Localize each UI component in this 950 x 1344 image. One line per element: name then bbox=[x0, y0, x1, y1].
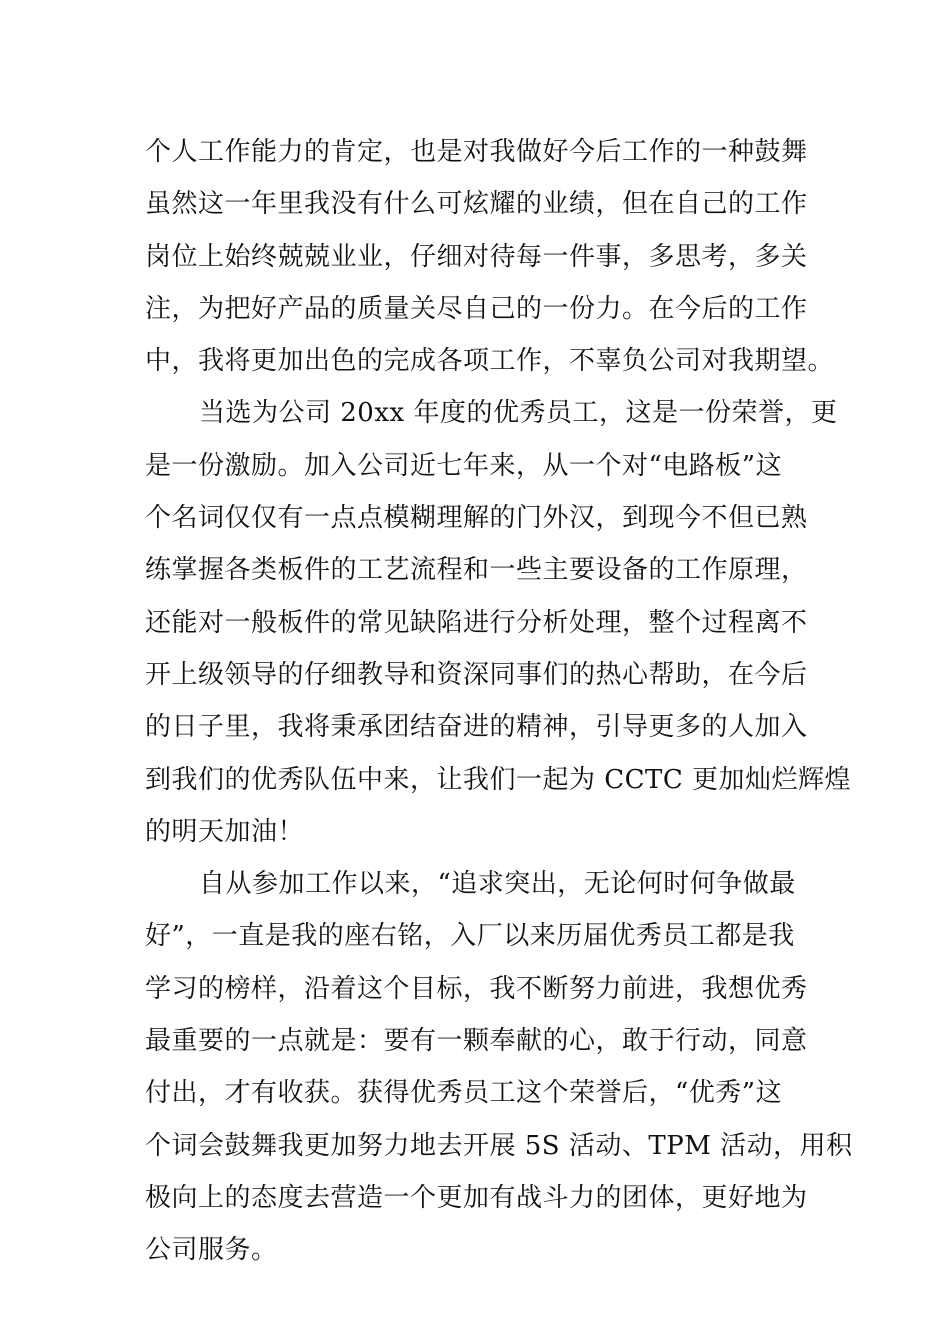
text-line: 学习的榜样，沿着这个目标，我不断努力前进，我想优秀 bbox=[145, 973, 808, 1004]
text-line: 最重要的一点就是：要有一颗奉献的心，敢于行动，同意 bbox=[145, 1026, 808, 1057]
paragraph-start-line: 当选为公司 20xx 年度的优秀员工，这是一份荣誉，更 bbox=[199, 398, 838, 429]
text-line: 开上级领导的仔细教导和资深同事们的热心帮助，在今后 bbox=[145, 659, 808, 690]
text-line: 练掌握各类板件的工艺流程和一些主要设备的工作原理， bbox=[145, 555, 808, 586]
text-line: 是一份激励。加入公司近七年来，从一个对“电路板”这 bbox=[145, 450, 783, 481]
text-line: 极向上的态度去营造一个更加有战斗力的团体，更好地为 bbox=[145, 1182, 808, 1213]
text-line: 虽然这一年里我没有什么可炫耀的业绩，但在自己的工作 bbox=[145, 189, 808, 220]
text-line: 公司服务。 bbox=[145, 1235, 278, 1266]
text-line: 中，我将更加出色的完成各项工作，不辜负公司对我期望。 bbox=[145, 346, 835, 377]
text-line: 好”，一直是我的座右铭，入厂以来历届优秀员工都是我 bbox=[145, 921, 795, 952]
text-line: 个名词仅仅有一点点模糊理解的门外汉，到现今不但已熟 bbox=[145, 503, 808, 534]
text-line: 到我们的优秀队伍中来，让我们一起为 CCTC 更加灿烂辉煌 bbox=[145, 764, 852, 795]
body-text bbox=[145, 126, 853, 1277]
text-line: 注，为把好产品的质量关尽自己的一份力。在今后的工作 bbox=[145, 293, 808, 324]
paragraph-start-line: 自从参加工作以来，“追求突出，无论何时何争做最 bbox=[199, 869, 796, 900]
text-line: 还能对一般板件的常见缺陷进行分析处理，整个过程离不 bbox=[145, 607, 808, 638]
text-line: 岗位上始终兢兢业业，仔细对待每一件事，多思考，多关 bbox=[145, 241, 808, 272]
text-line: 的日子里，我将秉承团结奋进的精神，引导更多的人加入 bbox=[145, 712, 808, 743]
text-line: 个词会鼓舞我更加努力地去开展 5S 活动、TPM 活动，用积 bbox=[145, 1130, 853, 1161]
text-line: 的明天加油！ bbox=[145, 816, 305, 847]
text-line: 个人工作能力的肯定，也是对我做好今后工作的一种鼓舞 bbox=[145, 137, 808, 167]
text-line: 付出，才有收获。获得优秀员工这个荣誉后，“优秀”这 bbox=[145, 1078, 783, 1109]
